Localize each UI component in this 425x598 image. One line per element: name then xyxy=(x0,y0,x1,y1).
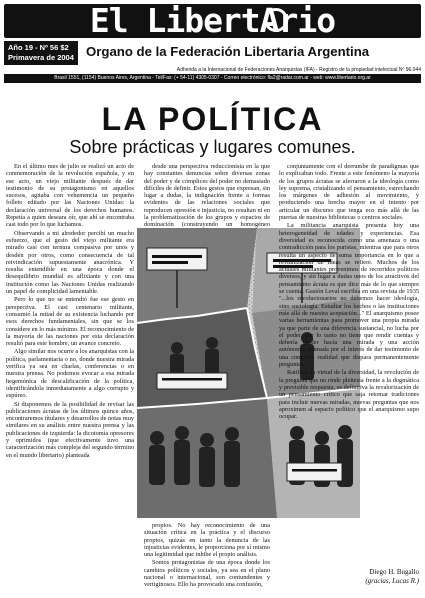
contact-line: Brasil 1551, (1154) Buenos Aires, Argentina - Tel/Fax: (+ 54-11) 4305-0307 - Correo electrónico: fla2@radar.com.ar - web: www.libertario.org.ar xyxy=(4,74,421,83)
subheadline: Sobre prácticas y lugares comunes. xyxy=(69,137,356,157)
paragraph: propios. No hay reconocimiento de una situación crítica en la práctica y el discurso propios, quizás en tanto la denuncia de las injusticias evidentes, le proporciona por sí mismo una legitimidad que inhibe el propio análisis. xyxy=(144,522,270,559)
issue-number: Año 19 - Nº 56 $2 xyxy=(8,43,69,52)
paragraph: Algo similar nos ocurre a los anarquistas con la política, parlamentaria o no, donde nuestra mirada verifica ya sea en charlas, conferencias o en nuestra prensa. No podemos evocar a esa mirada hegemónica de descalificación de la política, identificándola inmediatamente a algo corrupto y espúreo. xyxy=(6,348,134,400)
article-column-2-bottom xyxy=(144,522,270,595)
masthead-title: El LibertArio xyxy=(89,1,336,40)
paragraph: Si disponemos de la posibilidad de revisar las publicaciones ácratas de los últimos quince años, encontraremos títulares y desarrollos de notas muy similares en su análisis entre nuestra prensa y las publicaciones de izquierda: la dicotomía opresores y oprimidos (que efectivamente tuvo una caracterización más compleja del segundo término en el mundo libertario) planteada xyxy=(6,400,135,459)
registration-line: Adherida a la Internacional de Federaciones Anarquistas (IFA) - Registro de la propiedad intelectual Nº 96.044 xyxy=(176,67,421,73)
issue-season: Primavera de 2004 xyxy=(8,53,74,62)
paragraph: conjuntamente con el derrumbe de paradigmas que lo explicaban todo. Frente a este fenómeno la mayoría de los grupos ácratas se aferraron a la ideología como ley suprema, cristalizando el pensamiento, estrechando los márgenes de adhesión al movimiento, y produciendo una brecha mayor en el intento por articular un discurso que tenga eco más allá de las puertas de nuestras bibliotecas o centros sociales. xyxy=(279,163,419,222)
anarchy-circle-icon xyxy=(264,8,288,32)
article-column-1 xyxy=(6,163,134,595)
paragraph: En el último mes de julio se realizó un acto de conmemoración de la revolución española, y en ese acto, un viejo militante después de dar testimonio de su protagonismo en aquellos sucesos, agitaba con vehemencia un pequeño folleto editado por las Naciones Unidas: la declaración universal de los derechos humanos. Repetía a quien deseara oír, que ahí se encontraba casi todo por lo que luchamos. xyxy=(6,163,134,229)
article-column-2-top xyxy=(144,163,270,229)
paragraph: Pero lo que no se entendió fue ese gesto en perspectiva. El casi centenario militante, consumió la mitad de su existencia luchando por esos derechos fundamentales, sin que se los considere en lo más mínimo. El reconocimiento de la mayoría de las naciones por esta declaración resultó para este hombre, un avance concreto. xyxy=(6,296,135,348)
paragraph: Somos protagonistas de una época donde los cambios políticos y sociales, ya sea en el plano nacional o internacional, son contundentes y vertiginosos. Ello ha provocado una confusión, xyxy=(144,559,270,589)
paragraph: desde una perspectiva reduccionista en la que hay constantes denuncias sobre diversas zonas del poder y de cómplices del poder no demasiado difíciles de definir. Estos gestos que expresan, sin lugar a dudas, la indignación frente a formas evidentes de las relaciones sociales que reproducen opresión e injusticia, no resultan ni en la problematización de los grupos y espacios de dominación (construyendo un homogéneo xyxy=(144,163,270,229)
author-credit: (gracias, Lucas R.) xyxy=(365,577,419,585)
newspaper-subtitle: Organo de la Federación Libertaria Argentina xyxy=(86,44,370,59)
author-name: Diego H. Bugallo xyxy=(369,568,419,576)
masthead xyxy=(4,1,421,40)
issue-box xyxy=(4,41,78,65)
article-column-3 xyxy=(279,163,419,543)
paragraph: La militancia anarquista presenta hoy una heterogeneidad de edades y experiencias. Esa diversidad es reconocida como una amenaza o una contradicción para los puristas, mientras que para otros resulta un aspecto de suma importancia en lo que a revitalización de ideas se refiere. Muchos de los actuales militantes provenimos de recorridos políticos diversos, y sin lugar a dudas unos de los atractivos del pensamiento ácrata es que dice más de lo que siempre se cuenta. Gastón Leval escribía en una revista de 1935 "...los revolucionarios no debemos hacer ideología, sino sociología. Estudiar los hechos o las instituciones más allá de nuestra aceptación..." El anarquismo posee varias herramientas para promover una propia mirada ya que parte de una diferencia sustancial, no lucha por el poder, por lo tanto no tiene que rendir cuentas y debería tender hacia una mirada y una acción autónoma, animada por el interés de dar testimonio de una compleja realidad que dispara permanentemente preguntas. xyxy=(279,222,419,369)
paragraph: Ratificar la virtud de la diversidad, la revolución de la pregunta que no rinde pleitesía frente a la dogmática y previsible respuesta, es definitiva la revalorización de un pensamiento crítico que saja retomar tradiciones para incluir nuevas miradas, nuevas preguntas que nos aproximen al espacio político que el anarquismo supo ocupar. xyxy=(279,369,419,421)
author-signature xyxy=(279,568,419,586)
paragraph: Observando a mi alrededor percibí un mucho esfuerzo, que el gesto del viejo militante era mirado casi con ternura compasiva por unos y desdén por otros, como consecuencia de tal reivindicación supuestamente anacrónica. Y resulta entendible en una época donde el desequilibrio mundial es aflixiante y con una institución como las Naciones Unidas realizando un papel de complicidad lamentable. xyxy=(6,229,134,296)
headline: LA POLÍTICA xyxy=(101,101,324,137)
info-row xyxy=(4,41,421,65)
